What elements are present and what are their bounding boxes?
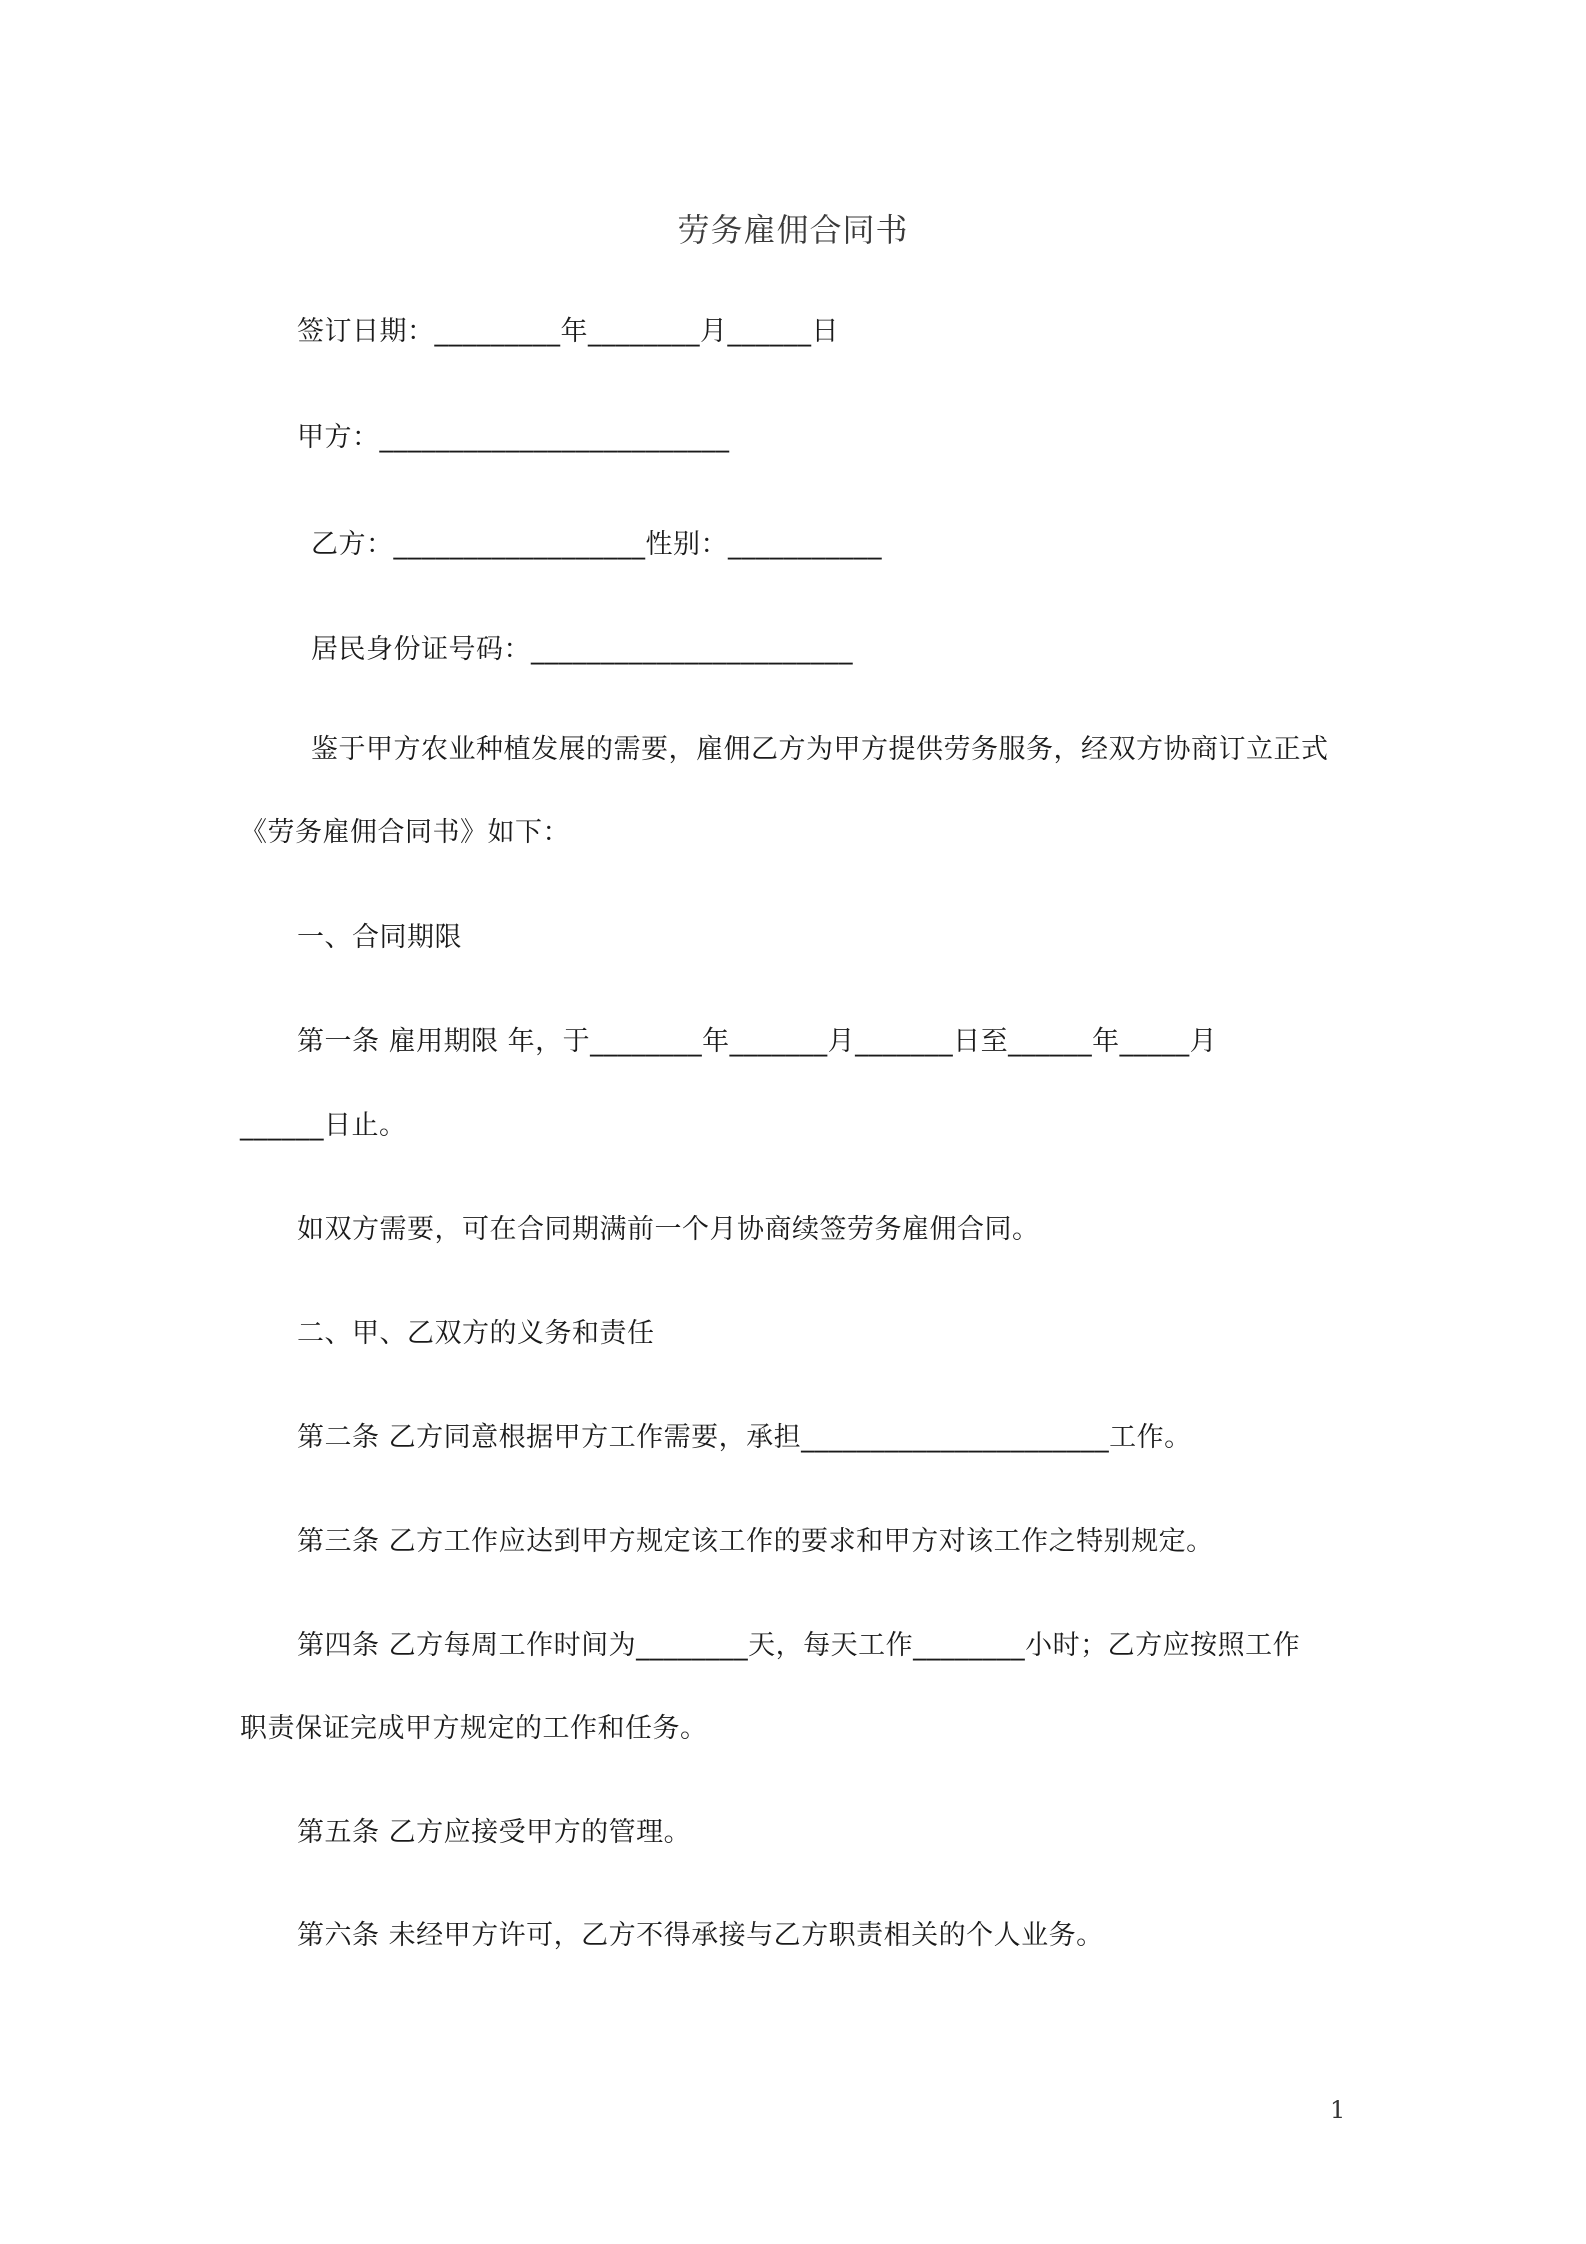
article-2: 第二条 乙方同意根据甲方工作需要，承担______________________工作。 xyxy=(297,1422,1192,1453)
id-number-line: 居民身份证号码：_______________________ xyxy=(311,634,853,665)
article-1-line-1: 第一条 雇用期限 年，于________年_______月_______日至______年_____月 xyxy=(297,1026,1218,1057)
section-heading-obligations: 二、甲、乙双方的义务和责任 xyxy=(297,1318,655,1349)
preamble-line-2: 《劳务雇佣合同书》如下： xyxy=(240,817,570,848)
article-1-line-2: ______日止。 xyxy=(240,1110,407,1141)
party-b-line: 乙方：__________________性别：___________ xyxy=(311,529,882,560)
renewal-clause: 如双方需要，可在合同期满前一个月协商续签劳务雇佣合同。 xyxy=(297,1214,1040,1245)
preamble-line-1: 鉴于甲方农业种植发展的需要，雇佣乙方为甲方提供劳务服务，经双方协商订立正式 xyxy=(311,734,1329,765)
party-a-line: 甲方：_________________________ xyxy=(297,422,730,453)
article-4-line-2: 职责保证完成甲方规定的工作和任务。 xyxy=(240,1713,708,1744)
article-4-line-1: 第四条 乙方每周工作时间为________天，每天工作________小时；乙方应按照工作 xyxy=(297,1630,1301,1661)
document-title: 劳务雇佣合同书 xyxy=(677,211,909,249)
article-6: 第六条 未经甲方许可，乙方不得承接与乙方职责相关的个人业务。 xyxy=(297,1920,1104,1951)
section-heading-contract-term: 一、合同期限 xyxy=(297,922,462,953)
article-3: 第三条 乙方工作应达到甲方规定该工作的要求和甲方对该工作之特别规定。 xyxy=(297,1526,1214,1557)
article-5: 第五条 乙方应接受甲方的管理。 xyxy=(297,1817,692,1848)
page-number: 1 xyxy=(1330,2096,1346,2124)
signing-date-line: 签订日期：_________年________月______日 xyxy=(297,316,839,347)
